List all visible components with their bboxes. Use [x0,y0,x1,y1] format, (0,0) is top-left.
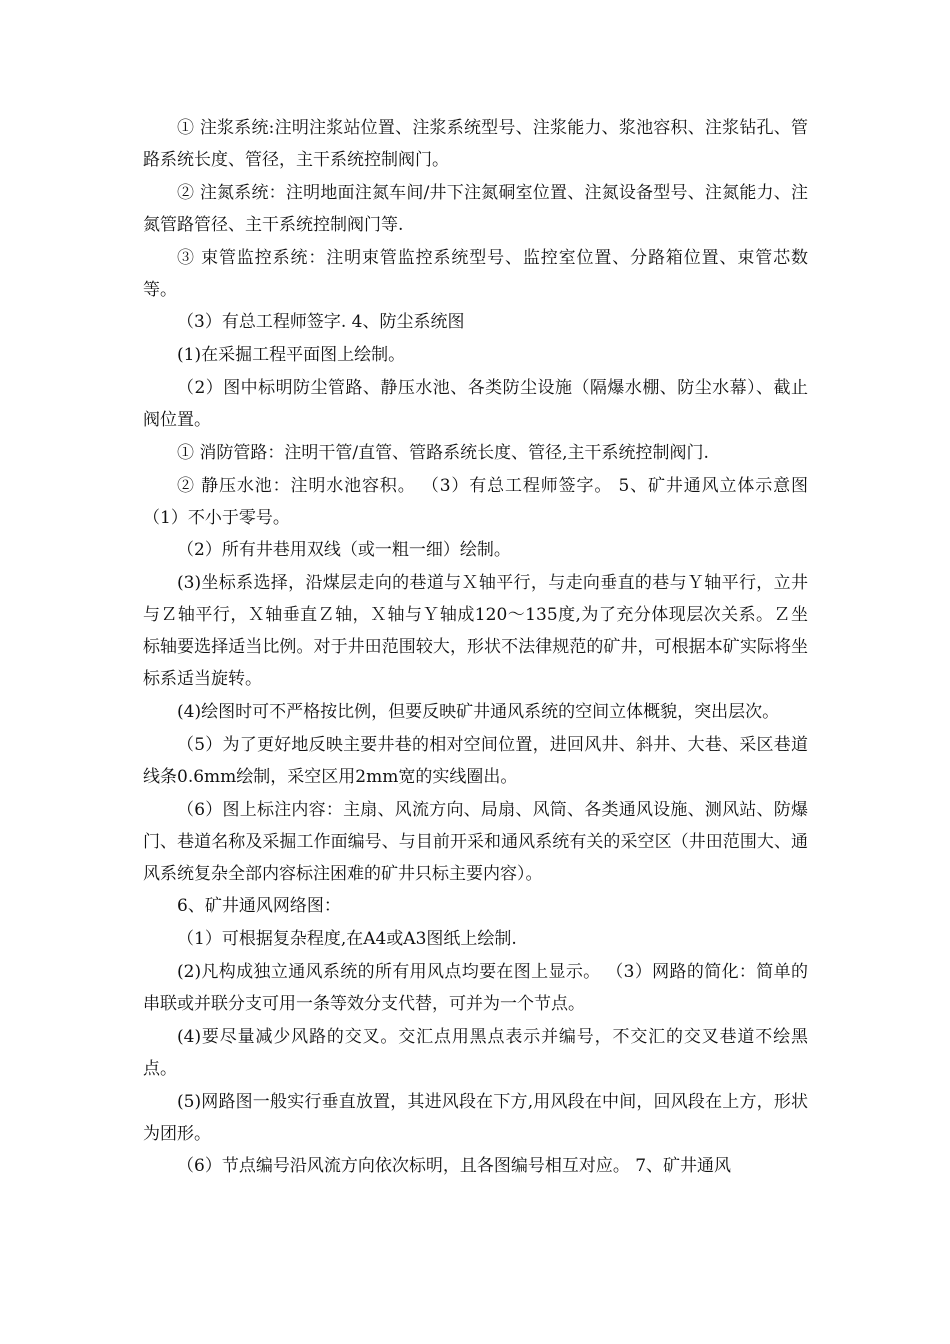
paragraph-coordinate-system: (3)坐标系选择，沿煤层走向的巷道与Ｘ轴平行，与走向垂直的巷与Ｙ轴平行，立井与Ｚ轴平行，Ｘ轴垂直Ｚ轴，Ｘ轴与Ｙ轴成120～135度,为了充分体现层次关系。Ｚ坐标轴要选择适当比例。对于井田范围较大，形状不法律规范的矿井，可根据本矿实际将坐标系适当旋转。 [143,573,808,690]
paragraph-network-heading: 6、矿井通风网络图： [177,896,341,917]
paragraph-dust-facilities: （2）图中标明防尘管路、静压水池、各类防尘设施（隔爆水棚、防尘水幕）、截止阀位置。 [143,377,808,430]
paragraph-annotation-content: （6）图上标注内容：主扇、风流方向、局扇、风筒、各类通风设施、测风站、防爆门、巷道名称及采掘工作面编号、与目前开采和通风系统有关的采空区（井田范围大、通风系统复杂全部内容标注困难的矿井只标主要内容）。 [143,799,808,884]
paragraph-nitrogen-system: ② 注氮系统：注明地面注氮车间/井下注氮硐室位置、注氮设备型号、注氮能力、注氮管路管径、主干系统控制阀门等. [143,182,808,235]
paragraph-grouting-system: ① 注浆系统:注明注浆站位置、注浆系统型号、注浆能力、浆池容积、注浆钻孔、管路系统长度、管径，主干系统控制阀门。 [143,118,808,170]
paragraph-network-points-simplification: (2)凡构成独立通风系统的所有用风点均要在图上显示。 （3）网路的简化：简单的串联或并联分支可用一条等效分支代替，可并为一个节点。 [143,961,808,1014]
paragraph-double-line-drawing: （2）所有井巷用双线（或一粗一细）绘制。 [177,540,511,561]
paragraph-bundle-tube-monitoring: ③ 束管监控系统：注明束管监控系统型号、监控室位置、分路箱位置、束管芯数等。 [143,247,808,300]
paragraph-static-pool-ventilation-diagram: ② 静压水池：注明水池容积。 （3）有总工程师签字。 5、矿井通风立体示意图 （1）不小于零号。 [143,475,808,528]
paragraph-line-width: （5）为了更好地反映主要井巷的相对空间位置，进回风井、斜井、大巷、采区巷道线条0.6mm绘制，采空区用2mm宽的实线圈出。 [143,734,808,787]
paragraph-engineer-signature-dust-system: （3）有总工程师签字. 4、防尘系统图 [177,312,465,333]
paragraph-drawing-scale: (4)绘图时可不严格按比例，但要反映矿井通风系统的空间立体概貌，突出层次。 [177,701,780,722]
paragraph-network-placement: (5)网路图一般实行垂直放置，其进风段在下方,用风段在中间，回风段在上方，形状为团形。 [143,1091,808,1144]
paragraph-fire-pipeline: ① 消防管路：注明干管/直管、管路系统长度、管径,主干系统控制阀门. [177,442,709,463]
paragraph-dust-drawing-basis: (1)在采掘工程平面图上绘制。 [177,345,406,366]
paragraph-node-numbering: （6）节点编号沿风流方向依次标明，且各图编号相互对应。 7、矿井通风 [177,1156,732,1177]
paragraph-network-paper-size: （1）可根据复杂程度,在A4或A3图纸上绘制. [177,929,517,950]
document-body [143,112,808,1183]
paragraph-network-crossings: (4)要尽量减少风路的交叉。交汇点用黑点表示并编号，不交汇的交叉巷道不绘黑点。 [143,1026,808,1079]
